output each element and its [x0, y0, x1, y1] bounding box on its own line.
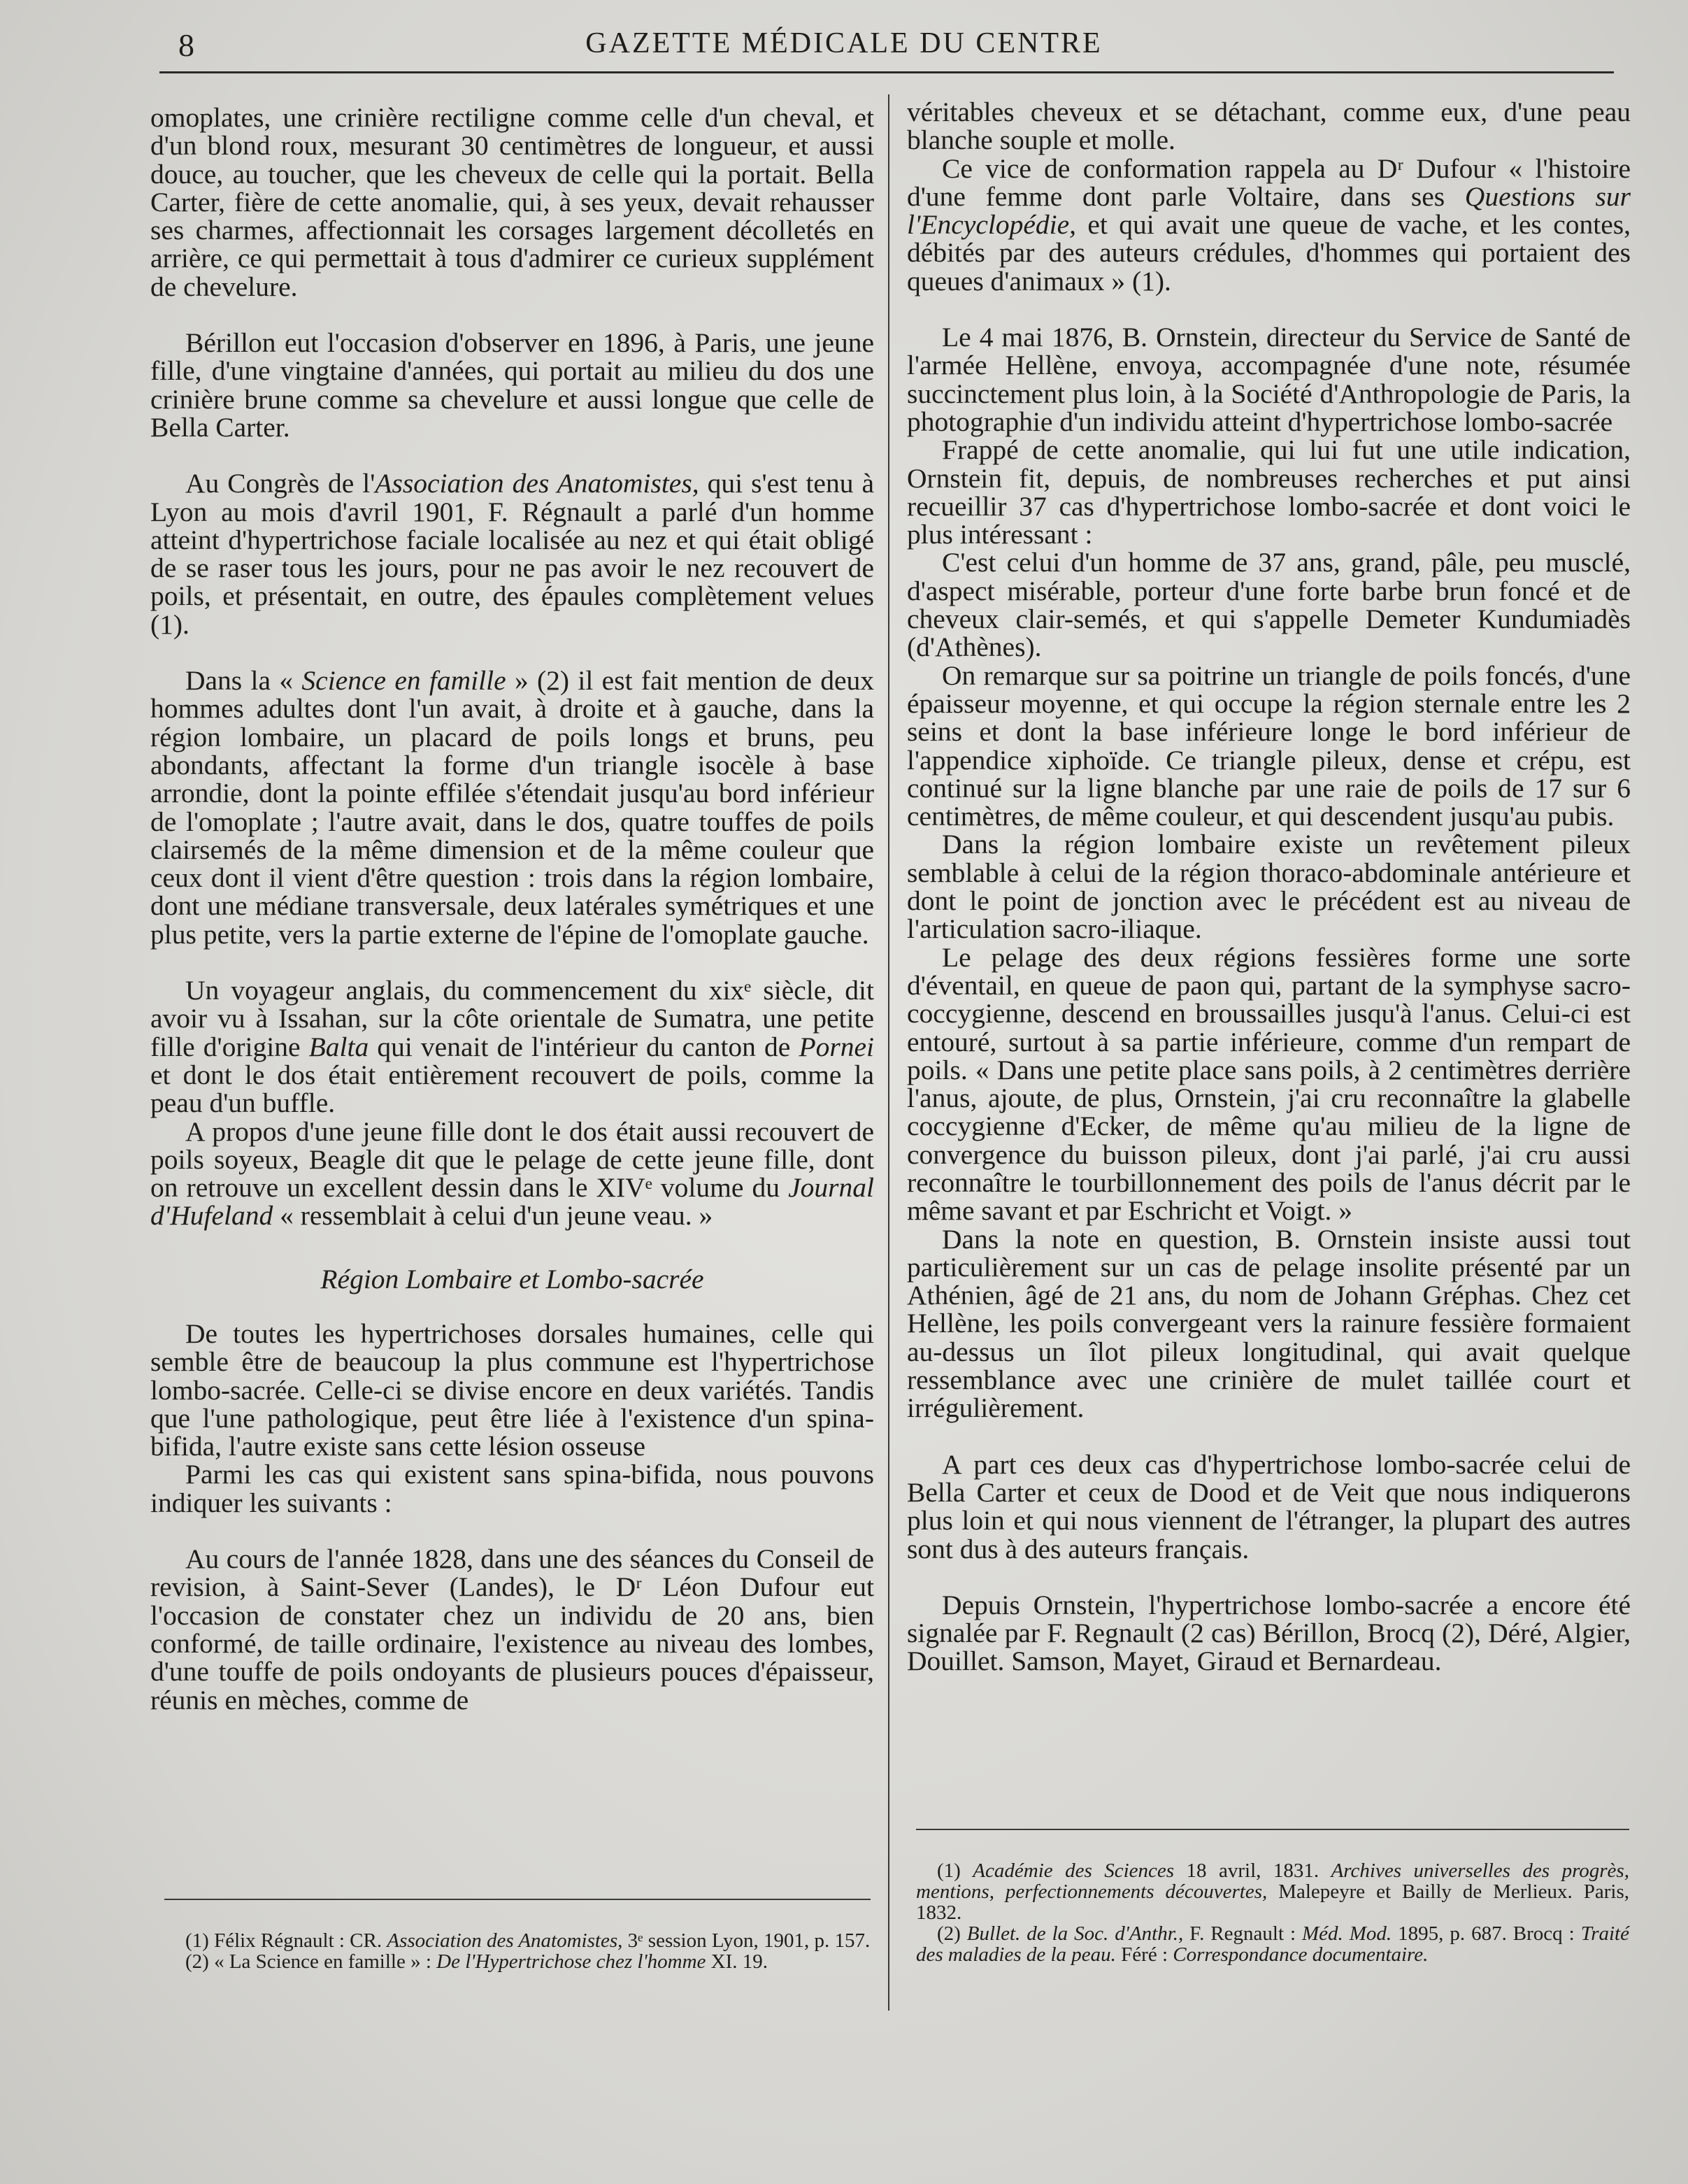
paragraph: Au Congrès de l'Association des Anatomistes, qui s'est tenu à Lyon au mois d'avril 1901, F. Régnault a parlé d'un homme atteint d'hypertrichose faciale localisée au nez et qui était obligé de se raser tous les jours, pour ne pas avoir le nez recouvert de poils, et présentait, en outre, des épaules complètement velues (1). [150, 468, 874, 640]
header-rule [159, 71, 1614, 73]
paragraph: Le 4 mai 1876, B. Ornstein, directeur du Service de Santé de l'armée Hellène, envoya, accompagnée d'une note, résumée succinctement plus loin, à la Société d'Anthropologie de Paris, la photographie d'un individu atteint d'hypertrichose lombo-sacrée [907, 322, 1631, 437]
paragraph: omoplates, une crinière rectiligne comme celle d'un cheval, et d'un blond roux, mesurant 30 centimètres de longueur, et aussi douce, au toucher, que les cheveux de celle qui la portait. Bella Carter, fière de cette anomalie, qui, à ses yeux, devait rehausser ses charmes, affectionnait les corsages largement décolletés en arrière, ce qui permettait à tous d'admirer ce curieux supplément de chevelure. [150, 102, 874, 302]
paragraph: Ce vice de conformation rappela au Dʳ Dufour « l'histoire d'une femme dont parle Voltaire, dans ses Questions sur l'Encyclopédie, et qui avait une queue de vache, et les contes, débités par des auteurs crédules, d'hommes qui portaient des queues d'animaux » (1). [907, 152, 1631, 297]
paragraph: Dans la « Science en famille » (2) il est fait mention de deux hommes adultes dont l'un avait, à droite et à gauche, dans la région lombaire, un placard de poils longs et bruns, peu abondants, affectant la forme d'un triangle isocèle à base arrondie, dont la pointe effilée s'étendait jusqu'au bord inférieur de l'omoplate ; l'autre avait, dans le dos, quatre touffes de poils clairsemés de la même dimension et de la même couleur que ceux dont il vient d'être question : trois dans la région lombaire, dont une médiane transversale, deux latérales symétriques et une plus petite, vers la partie externe de l'épine de l'omoplate gauche. [150, 665, 874, 950]
paragraph: Frappé de cette anomalie, qui lui fut une utile indication, Ornstein fit, depuis, de nombreuses recherches et put ainsi recueillir 37 cas d'hypertrichose lombo-sacrée et dont voici le plus intéressant : [907, 434, 1631, 550]
paragraph: Depuis Ornstein, l'hypertrichose lombo-sacrée a encore été signalée par F. Regnault (2 cas) Bérillon, Brocq (2), Déré, Algier, Douillet. Samson, Mayet, Giraud et Bernardeau. [907, 1589, 1631, 1677]
section-heading: Région Lombaire et Lombo-sacrée [320, 1263, 704, 1294]
footnote-rule [916, 1829, 1629, 1830]
right-column [907, 98, 1631, 1676]
paragraph: Dans la région lombaire existe un revêtement pileux semblable à celui de la région thoraco-abdominale antérieure et dont le point de jonction avec le précédent est au niveau de l'articulation sacro-iliaque. [907, 829, 1631, 945]
footnote-rule [164, 1899, 871, 1900]
paragraph: Le pelage des deux régions fessières forme une sorte d'éventail, en queue de paon qui, partant de la symphyse sacro-coccygienne, descend en broussailles jusqu'à l'anus. Celui-ci est entouré, surtout à sa partie inférieure, comme d'un rempart de poils. « Dans une petite place sans poils, à 2 centimètres derrière l'anus, ajoute, de plus, Ornstein, j'ai cru reconnaître la glabelle coccygienne d'Ecker, de même qu'au milieu de la ligne de convergence du buisson pileux, dont j'ai parlé, j'ai cru aussi reconnaître le tourbillonnement des poils de l'anus décrit par le même savant et par Eschricht et Voigt. » [907, 941, 1631, 1227]
right-footnotes [916, 1860, 1629, 1965]
page-number: 8 [178, 27, 194, 63]
paragraph: véritables cheveux et se détachant, comme eux, d'une peau blanche souple et molle. [907, 97, 1631, 156]
paragraph: A part ces deux cas d'hypertrichose lombo-sacrée celui de Bella Carter et ceux de Dood et de Veit que nous indiquerons plus loin et qui nous viennent de l'étranger, la plupart des autres sont dus à des auteurs français. [907, 1448, 1631, 1564]
left-column [150, 104, 874, 1714]
footnote: (1) Académie des Sciences 18 avril, 1831. Archives universelles des progrès, mentions, perfectionnements découvertes, Malepeyre et Bailly de Merlieux. Paris, 1832. [916, 1860, 1629, 1924]
paragraph: Un voyageur anglais, du commencement du xixᵉ siècle, dit avoir vu à Issahan, sur la côte orientale de Sumatra, une petite fille d'origine Balta qui venait de l'intérieur du canton de Pornei et dont le dos était entièrement recouvert de poils, comme la peau d'un buffle. [150, 975, 874, 1119]
running-title: GAZETTE MÉDICALE DU CENTRE [585, 27, 1103, 59]
left-footnotes [164, 1930, 871, 1972]
paragraph: C'est celui d'un homme de 37 ans, grand, pâle, peu musclé, d'aspect misérable, porteur d'une forte barbe brun foncé et de cheveux clair-semés, et qui s'appelle Demeter Kundumiadès (d'Athènes). [907, 547, 1631, 663]
footnote: (1) Félix Régnault : CR. Association des Anatomistes, 3ᵉ session Lyon, 1901, p. 157. [185, 1929, 871, 1952]
paragraph: A propos d'une jeune fille dont le dos était aussi recouvert de poils soyeux, Beagle dit que le pelage de cette jeune fille, dont on retrouve un excellent dessin dans le XIVᵉ volume du Journal d'Hufeland « ressemblait à celui d'un jeune veau. » [150, 1115, 874, 1232]
paragraph: Bérillon eut l'occasion d'observer en 1896, à Paris, une jeune fille, d'une vingtaine d'années, qui portait au milieu du dos une crinière brune comme sa chevelure et aussi longue que celle de Bella Carter. [150, 327, 874, 443]
paragraph: De toutes les hypertrichoses dorsales humaines, celle qui semble être de beaucoup la plus commune est l'hypertrichose lombo-sacrée. Celle-ci se divise encore en deux variétés. Tandis que l'une pathologique, peut être liée à l'existence d'un spina-bifida, l'autre existe sans cette lésion osseuse [150, 1318, 874, 1462]
paragraph: On remarque sur sa poitrine un triangle de poils foncés, d'une épaisseur moyenne, et qui occupe la région sternale entre les 2 seins et dont la base inférieure longe le bord inférieur de l'appendice xiphoïde. Ce triangle pileux, dense et crépu, est continué sur la ligne blanche par une raie de poils de 17 sur 6 centimètres, de même couleur, et qui descendent jusqu'au pubis. [907, 659, 1631, 832]
footnote: (2) Bullet. de la Soc. d'Anthr., F. Regnault : Méd. Mod. 1895, p. 687. Brocq : Traité des maladies de la peau. Féré : Correspondance documentaire. [916, 1922, 1629, 1966]
paragraph: Parmi les cas qui existent sans spina-bifida, nous pouvons indiquer les suivants : [150, 1459, 874, 1518]
paragraph: Au cours de l'année 1828, dans une des séances du Conseil de revision, à Saint-Sever (Landes), le Dʳ Léon Dufour eut l'occasion de constater chez un individu de 20 ans, bien conformé, de taille ordinaire, l'existence au niveau des lombes, d'une touffe de poils ondoyants de plusieurs pouces d'épaisseur, réunis en mèches, comme de [150, 1543, 874, 1715]
column-divider [888, 94, 889, 2011]
footnote: (2) « La Science en famille » : De l'Hypertrichose chez l'homme XI. 19. [185, 1950, 768, 1973]
paragraph: Dans la note en question, B. Ornstein insiste aussi tout particulièrement sur un cas de pelage insolite présenté par un Athénien, âgé de 21 ans, du nom de Johann Gréphas. Chez cet Hellène, les poils convergeant vers la rainure fessière formaient au-dessus un îlot pileux longitudinal, qui avait quelque ressemblance avec une crinière de mulet taillée court et irrégulièrement. [907, 1223, 1631, 1424]
